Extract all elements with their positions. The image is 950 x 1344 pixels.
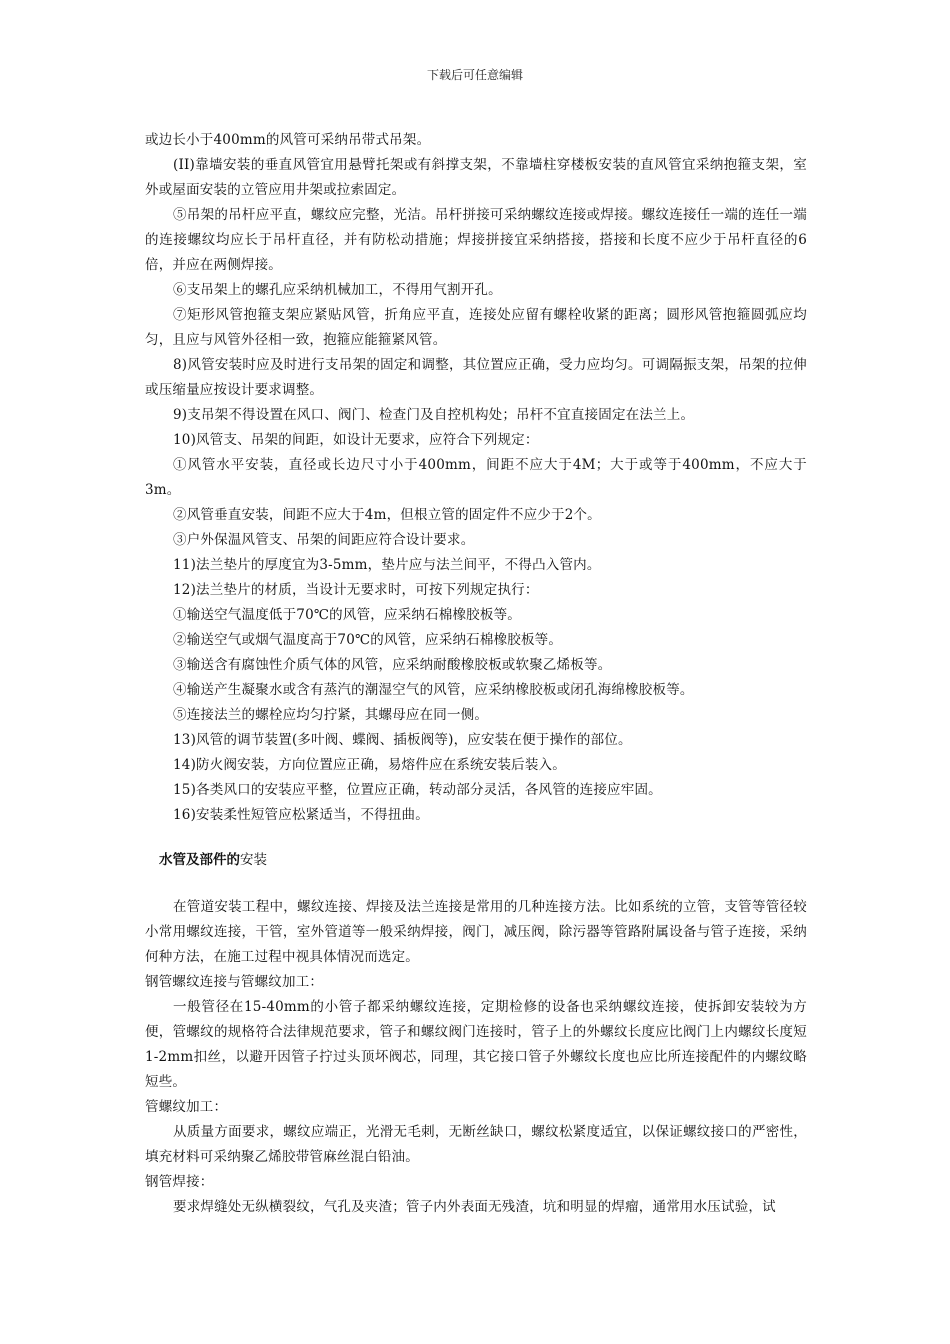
paragraph: ②输送空气或烟气温度高于70℃的风管，应采纳石棉橡胶板等。	[173, 632, 563, 648]
section-heading	[159, 848, 807, 873]
paragraph: 要求焊缝处无纵横裂纹，气孔及夹渣；管子内外表面无残渣，坑和明显的焊瘤，通常用水压试验，试	[173, 1199, 776, 1215]
paragraph: 14)防火阀安装，方向位置应正确，易熔件应在系统安装后装入。	[173, 757, 566, 773]
page-header: 下载后可任意编辑	[426, 68, 523, 82]
paragraph: 15)各类风口的安装应平整，位置应正确，转动部分灵活，各风管的连接应牢固。	[173, 782, 662, 798]
paragraph: ①输送空气温度低于70℃的风管，应采纳石棉橡胶板等。	[173, 607, 521, 623]
paragraph: 16)安装柔性短管应松紧适当，不得扭曲。	[173, 807, 429, 823]
paragraph: 8)风管安装时应及时进行支吊架的固定和调整，其位置应正确，受力应均匀。可调隔振支架，吊架的拉伸或压缩量应按设计要求调整。	[145, 357, 807, 398]
paragraph: ⑤连接法兰的螺栓应均匀拧紧，其螺母应在同一侧。	[173, 707, 489, 723]
paragraph: 从质量方面要求，螺纹应端正，光滑无毛刺，无断丝缺口，螺纹松紧度适宜，以保证螺纹接口的严密性，填充材料可采纳聚乙烯胶带管麻丝混白铅油。	[145, 1124, 807, 1165]
paragraph: 一般管径在15-40mm的小管子都采纳螺纹连接，定期检修的设备也采纳螺纹连接，使拆卸安装较为方便，管螺纹的规格符合法律规范要求，管子和螺纹阀门连接时，管子上的外螺纹长度应比阀门上内螺纹长度短1-2mm扣丝，以避开因管子拧过头顶坏阀芯，同理，其它接口管子外螺纹长度也应比所连接配件的内螺纹略短些。	[145, 999, 807, 1090]
document-body	[145, 128, 807, 1220]
paragraph: 或边长小于400mm的风管可采纳吊带式吊架。	[145, 132, 431, 148]
paragraph: 在管道安装工程中，螺纹连接、焊接及法兰连接是常用的几种连接方法。比如系统的立管，支管等管径较小常用螺纹连接，干管，室外管道等一般采纳焊接，阀门，减压阀，除污器等管路附属设备与管子连接，采纳何种方法，在施工过程中视具体情况而选定。	[145, 899, 807, 965]
paragraph: 12)法兰垫片的材质，当设计无要求时，可按下列规定执行：	[173, 582, 539, 598]
paragraph: ⑥支吊架上的螺孔应采纳机械加工，不得用气割开孔。	[173, 282, 502, 298]
subheading: 钢管焊接：	[145, 1174, 214, 1190]
paragraph: 10)风管支、吊架的间距，如设计无要求，应符合下列规定：	[173, 432, 539, 448]
paragraph: 13)风管的调节装置(多叶阀、蝶阀、插板阀等)，应安装在便于操作的部位。	[173, 732, 632, 748]
section-heading-normal: 安装	[240, 852, 267, 868]
paragraph: (II)靠墙安装的垂直风管宜用悬臂托架或有斜撑支架，不靠墙柱穿楼板安装的直风管宜采纳抱箍支架，室外或屋面安装的立管应用井架或拉索固定。	[145, 157, 807, 198]
paragraph: ⑤吊架的吊杆应平直，螺纹应完整，光洁。吊杆拼接可采纳螺纹连接或焊接。螺纹连接任一端的连任一端的连接螺纹均应长于吊杆直径，并有防松动措施；焊接拼接宜采纳搭接，搭接和长度不应少于吊杆直径的6倍，并应在两侧焊接。	[145, 207, 807, 273]
paragraph: ⑦矩形风管抱箍支架应紧贴风管，折角应平直，连接处应留有螺栓收紧的距离；圆形风管抱箍圆弧应均匀，且应与风管外径相一致，抱箍应能箍紧风管。	[145, 307, 807, 348]
section-heading-bold: 水管及部件的	[159, 852, 240, 868]
paragraph: ③户外保温风管支、吊架的间距应符合设计要求。	[173, 532, 475, 548]
paragraph: ④输送产生凝聚水或含有蒸汽的潮湿空气的风管，应采纳橡胶板或闭孔海绵橡胶板等。	[173, 682, 694, 698]
subheading: 钢管螺纹连接与管螺纹加工：	[145, 974, 324, 990]
paragraph: ③输送含有腐蚀性介质气体的风管，应采纳耐酸橡胶板或软聚乙烯板等。	[173, 657, 612, 673]
subheading: 管螺纹加工：	[145, 1099, 228, 1115]
paragraph: 9)支吊架不得设置在风口、阀门、检查门及自控机构处；吊杆不宜直接固定在法兰上。	[173, 407, 695, 423]
paragraph: ②风管垂直安装，间距不应大于4m，但根立管的固定件不应少于2个。	[173, 507, 601, 523]
paragraph: 11)法兰垫片的厚度宜为3-5mm，垫片应与法兰间平，不得凸入管内。	[173, 557, 601, 573]
paragraph: ①风管水平安装，直径或长边尺寸小于400mm，间距不应大于4M；大于或等于400mm，不应大于3m。	[145, 457, 807, 498]
